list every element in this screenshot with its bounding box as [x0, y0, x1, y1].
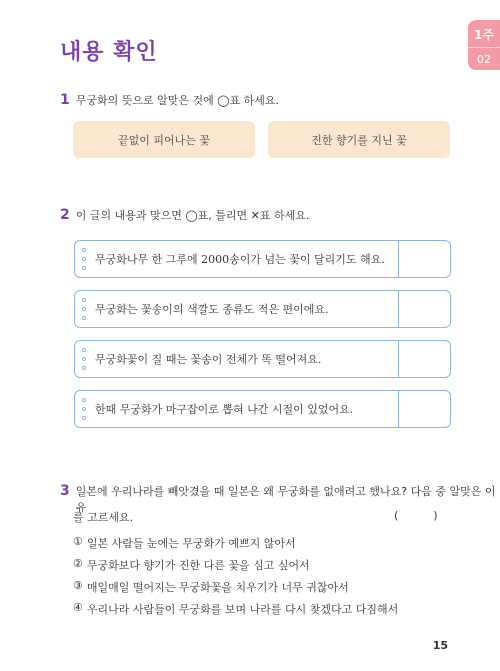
option-text: 일본 사람들 눈에는 무궁화가 예쁘지 않아서 — [86, 537, 296, 550]
page-number: 15 — [432, 639, 448, 652]
answer-blank[interactable]: ( ) — [394, 509, 438, 522]
question-1 — [60, 92, 279, 108]
week-tab — [468, 20, 500, 70]
option-mark: ② — [73, 557, 83, 570]
option-4[interactable] — [73, 601, 398, 617]
choice-box-1[interactable]: 끝없이 피어나는 꽃 — [73, 121, 255, 158]
option-mark: ① — [73, 535, 83, 548]
option-3[interactable] — [73, 579, 349, 595]
day-label: 02 — [477, 53, 491, 66]
statement-text: 한때 무궁화가 마구잡이로 뽑혀 나간 시절이 있었어요. — [95, 403, 354, 416]
option-mark: ④ — [73, 601, 83, 614]
question-text: 일본에 우리나라를 빼앗겼을 때 일본은 왜 무궁화를 없애려고 했나요? 다음 중 알맞은 이유 — [75, 485, 496, 514]
question-number: 2 — [60, 207, 70, 223]
option-mark: ③ — [73, 579, 83, 592]
question-number: 3 — [60, 483, 70, 499]
statement-row — [74, 390, 451, 428]
binder-holes — [77, 348, 91, 370]
statement-text: 무궁화나무 한 그루에 2000송이가 넘는 꽃이 달리기도 해요. — [95, 253, 385, 266]
option-2[interactable] — [73, 557, 310, 573]
choice-box-2[interactable]: 진한 향기를 지닌 꽃 — [268, 121, 450, 158]
answer-box[interactable] — [398, 291, 450, 327]
binder-holes — [77, 398, 91, 420]
binder-holes — [77, 298, 91, 320]
answer-box[interactable] — [398, 241, 450, 277]
question-text: 무궁화의 뜻으로 알맞은 것에 ◯표 하세요. — [75, 94, 280, 107]
question-text-continued: 를 고르세요. — [73, 511, 134, 524]
answer-box[interactable] — [398, 341, 450, 377]
answer-box[interactable] — [398, 391, 450, 427]
page-title: 내용 확인 — [60, 40, 158, 65]
statement-row — [74, 340, 451, 378]
statement-row — [74, 290, 451, 328]
statement-row — [74, 240, 451, 278]
binder-holes — [77, 248, 91, 270]
option-1[interactable] — [73, 535, 296, 551]
statement-text: 무궁화꽃이 질 때는 꽃송이 전체가 똑 떨어져요. — [95, 353, 322, 366]
question-text: 이 글의 내용과 맞으면 ◯표, 틀리면 ✕표 하세요. — [75, 209, 310, 222]
option-text: 매일매일 떨어지는 무궁화꽃을 치우기가 너무 귀찮아서 — [86, 581, 349, 594]
week-label: 1주 — [468, 24, 500, 48]
question-number: 1 — [60, 92, 70, 108]
statement-text: 무궁화는 꽃송이의 색깔도 종류도 적은 편이에요. — [95, 303, 329, 316]
question-2 — [60, 207, 309, 223]
option-text: 무궁화보다 향기가 진한 다른 꽃을 심고 싶어서 — [86, 559, 310, 572]
option-text: 우리나라 사람들이 무궁화를 보며 나라를 다시 찾겠다고 다짐해서 — [86, 603, 399, 616]
